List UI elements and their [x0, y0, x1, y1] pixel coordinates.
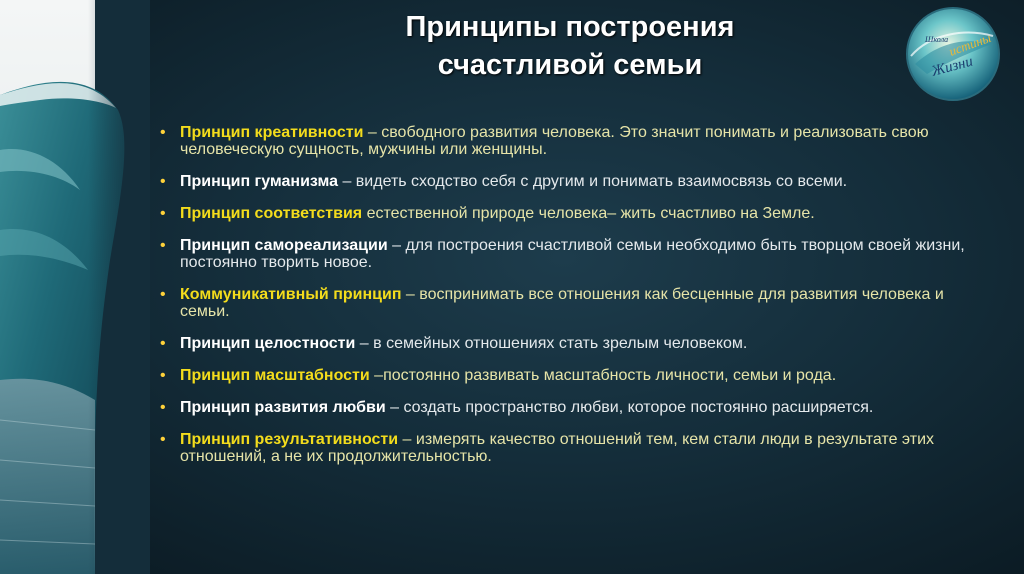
title-line-1: Принципы построения: [405, 11, 735, 43]
slide-title: [330, 8, 810, 84]
principles-list: [158, 124, 988, 480]
svg-text:Школа: Школа: [925, 35, 949, 44]
svg-text:Жизни: Жизни: [929, 53, 975, 80]
list-item-effectiveness: • Принцип результативности – измерять качество отношений тем, кем стали люди в результате этих отношений, а не их продолжительностью.: [158, 431, 988, 465]
svg-text:истины: истины: [946, 29, 993, 59]
list-item-scale: • Принцип масштабности –постоянно развивать масштабность личности, семьи и рода.: [158, 367, 988, 384]
list-item-creativity: • Принцип креативности – свободного развития человека. Это значит понимать и реализовать свою человеческую сущность, мужчины или женщины.: [158, 124, 988, 158]
list-item-integrity: • Принцип целостности – в семейных отношениях стать зрелым человеком.: [158, 335, 988, 352]
list-item-love-development: • Принцип развития любви – создать пространство любви, которое постоянно расширяется.: [158, 399, 988, 416]
list-item-self-realization: • Принцип самореализации – для построения счастливой семьи необходимо быть творцом своей жизни, постоянно творить новое.: [158, 237, 988, 271]
list-item-communicative: • Коммуникативный принцип – воспринимать все отношения как бесценные для развития человека и семьи.: [158, 286, 988, 320]
school-logo: [905, 6, 1001, 102]
title-line-2: счастливой семьи: [437, 49, 703, 81]
list-item-correspondence: • Принцип соответствия естественной природе человека– жить счастливо на Земле.: [158, 205, 988, 222]
list-item-humanism: • Принцип гуманизма – видеть сходство себя с другим и понимать взаимосвязь со всеми.: [158, 173, 988, 190]
ocean-wave-image: [0, 0, 150, 574]
